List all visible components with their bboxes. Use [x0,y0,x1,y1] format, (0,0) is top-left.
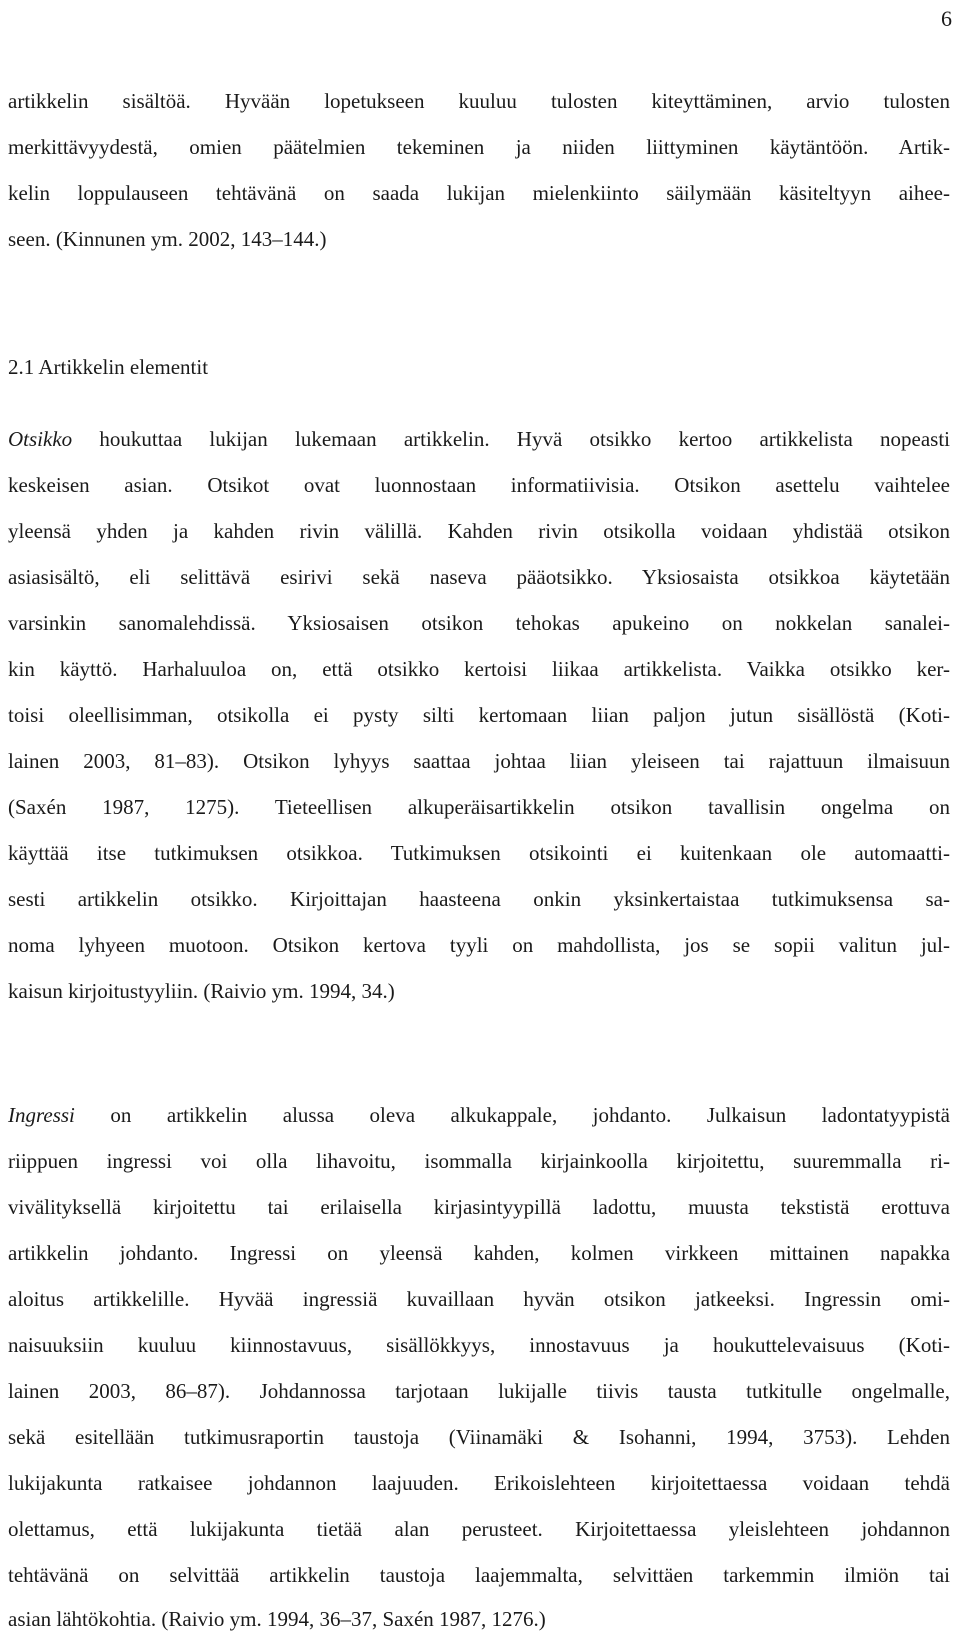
text-line [8,426,950,452]
text-line: tehtävänä on selvittää artikkelin taustoja laajemmalta, selvittäen tarkemmin ilmiön tai [8,1563,950,1587]
text-line: asian lähtökohtia. (Raivio ym. 1994, 36–37, Saxén 1987, 1276.) [8,1607,546,1631]
text-line: kin käyttö. Harhaluuloa on, että otsikko kertoisi liikaa artikkelista. Vaikka otsikko ker- [8,657,950,681]
text-line: (Saxén 1987, 1275). Tieteellisen alkuperäisartikkelin otsikon tavallisin ongelma on [8,795,950,819]
text-line: lainen 2003, 81–83). Otsikon lyhyys saattaa johtaa liian yleiseen tai rajattuun ilmaisuun [8,749,950,773]
text-line: asiasisältö, eli selittävä esirivi sekä naseva pääotsikko. Yksiosaista otsikkoa käytetään [8,565,950,589]
text-line: varsinkin sanomalehdissä. Yksiosaisen otsikon tehokas apukeino on nokkelan sanalei- [8,611,950,635]
text-line: artikkelin johdanto. Ingressi on yleensä kahden, kolmen virkkeen mittainen napakka [8,1241,950,1265]
text-line: kelin loppulauseen tehtävänä on saada lukijan mielenkiinto säilymään käsiteltyyn aihee- [8,181,950,205]
term-otsikko: Otsikko [8,427,73,451]
text-line: aloitus artikkelille. Hyvää ingressiä kuvaillaan hyvän otsikon jatkeeksi. Ingressin omi- [8,1287,950,1311]
text-line: yleensä yhden ja kahden rivin välillä. Kahden rivin otsikolla voidaan yhdistää otsikon [8,519,950,543]
section-heading: 2.1 Artikkelin elementit [8,355,209,379]
text-line: lukijakunta ratkaisee johdannon laajuuden. Erikoislehteen kirjoitettaessa voidaan tehdä [8,1471,950,1495]
text-line: vivälityksellä kirjoitettu tai erilaisella kirjasintyypillä ladottu, muusta tekstistä erottuva [8,1195,950,1219]
text-line: olettamus, että lukijakunta tietää alan perusteet. Kirjoitettaessa yleislehteen johdannon [8,1517,950,1541]
text-line: lainen 2003, 86–87). Johdannossa tarjotaan lukijalle tiivis tausta tutkitulle ongelmalle, [8,1379,950,1403]
text-line: merkittävyydestä, omien päätelmien tekeminen ja niiden liittyminen käytäntöön. Artik- [8,135,950,159]
text-line: artikkelin sisältöä. Hyvään lopetukseen kuuluu tulosten kiteyttäminen, arvio tulosten [8,89,950,113]
text-line: käyttää itse tutkimuksen otsikkoa. Tutkimuksen otsikointi ei kuitenkaan ole automaatti- [8,841,950,865]
text-line: seen. (Kinnunen ym. 2002, 143–144.) [8,227,327,251]
page-number: 6 [941,6,952,31]
text-line: sekä esitellään tutkimusraportin taustoja (Viinamäki & Isohanni, 1994, 3753). Lehden [8,1425,950,1449]
text-line: naisuuksiin kuuluu kiinnostavuus, sisällökkyys, innostavuus ja houkuttelevaisuus (Koti- [8,1333,950,1357]
text-fragment: on artikkelin alussa oleva alkukappale, johdanto. Julkaisun ladontatyypistä [74,1103,950,1127]
text-line [8,1102,950,1128]
text-line: toisi oleellisimman, otsikolla ei pysty silti kertomaan liian paljon jutun sisällöstä (Koti- [8,703,950,727]
text-line: keskeisen asian. Otsikot ovat luonnostaan informatiivisia. Otsikon asettelu vaihtelee [8,473,950,497]
text-line: riippuen ingressi voi olla lihavoitu, isommalla kirjainkoolla kirjoitettu, suuremmalla ri- [8,1149,950,1173]
term-ingressi: Ingressi [8,1103,75,1127]
text-line: kaisun kirjoitustyyliin. (Raivio ym. 1994, 34.) [8,979,395,1003]
text-line: sesti artikkelin otsikko. Kirjoittajan haasteena onkin yksinkertaistaa tutkimuksensa sa- [8,887,950,911]
text-fragment: houkuttaa lukijan lukemaan artikkelin. Hyvä otsikko kertoo artikkelista nopeasti [72,427,950,451]
text-line: noma lyhyeen muotoon. Otsikon kertova tyyli on mahdollista, jos se sopii valitun jul- [8,933,950,957]
